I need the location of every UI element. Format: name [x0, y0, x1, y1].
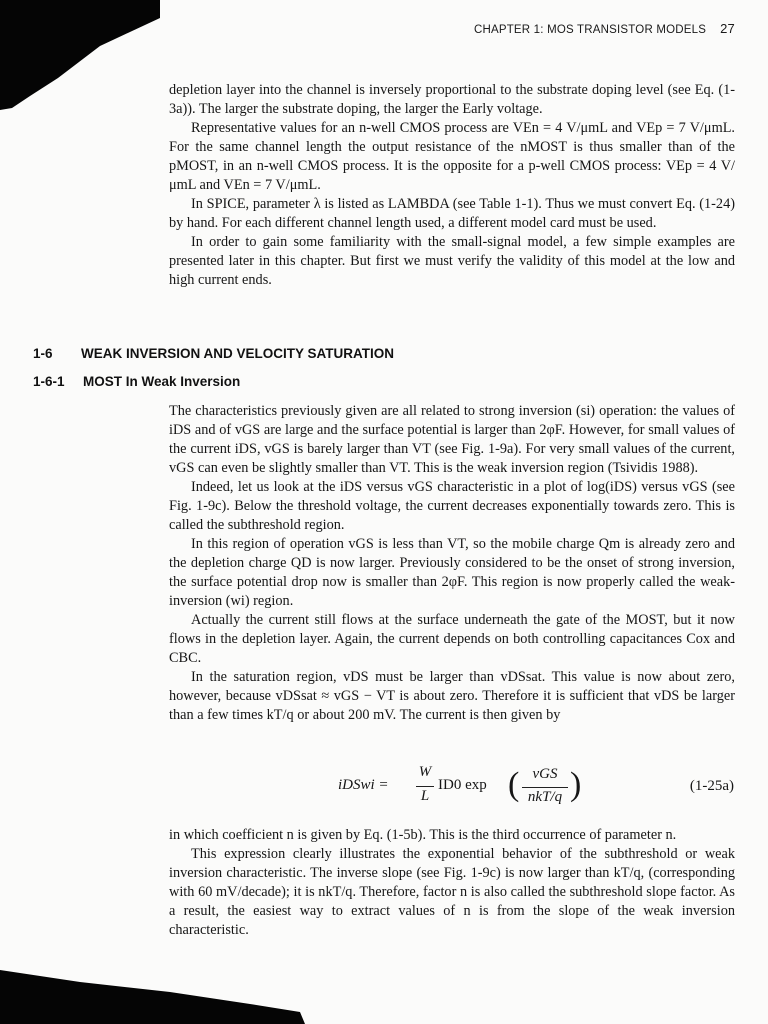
- fraction-denominator: nkT/q: [527, 789, 563, 805]
- page-number: 27: [720, 21, 735, 36]
- paragraph: Actually the current still flows at the surface underneath the gate of the MOST, but it now flows in the depletion layer. Again, the current depends on both controlling capacitances Cox and CBC.: [169, 612, 735, 666]
- fraction-numerator: W: [418, 764, 432, 780]
- equation-middle: ID0 exp: [438, 777, 487, 793]
- paragraph: This expression clearly illustrates the exponential behavior of the subthreshold or weak inversion characteristic. The inverse slope (see Fig. 1-9c) is now larger than kT/q, (corresponding with 60 mV/decade); it is nkT/q. Therefore, factor n is also called the subthreshold slope factor. As a result, the easiest way to extract values of n is from the slope of the weak inversion characteristic.: [169, 846, 735, 938]
- paragraph: In SPICE, parameter λ is listed as LAMBDA (see Table 1-1). Thus we must convert Eq. (1-24) by hand. For each different channel length used, a different model card must be used.: [169, 196, 735, 231]
- fraction-bar: [416, 786, 434, 787]
- paragraph: Representative values for an n-well CMOS process are VEn = 4 V/μmL and VEp = 7 V/μmL. For the same channel length the output resistance of the nMOST is thus smaller than of the pMOST, in an n-well CMOS process. It is the opposite for a p-well CMOS process: VEp = 4 V/μmL and VEn = 7 V/μmL.: [169, 120, 735, 193]
- paragraph: Indeed, let us look at the iDS versus vGS characteristic in a plot of log(iDS) versus vGS (see Fig. 1-9c). Below the threshold voltage, the current decreases exponentially towards zero. This is called the subthreshold region.: [169, 479, 735, 533]
- paragraph: In the saturation region, vDS must be larger than vDSsat. This value is now about zero, however, because vDSsat ≈ vGS − VT is about zero. Therefore it is sufficient that vDS be larger than a few times kT/q or about 200 mV. The current is then given by: [169, 669, 735, 723]
- running-title: CHAPTER 1: MOS TRANSISTOR MODELS: [473, 24, 707, 36]
- paragraph: In this region of operation vGS is less than VT, so the mobile charge Qm is already zero and the depletion charge QD is now larger. Previously considered to be the onset of strong inversion, the surface potential drop now is smaller than 2φF. This region is now properly called the weak-inversion (wi) region.: [169, 536, 735, 609]
- scan-shadow-bottom: [0, 952, 330, 1024]
- left-paren: (: [508, 766, 520, 803]
- paragraph: In order to gain some familiarity with the small-signal model, a few simple examples are presented later in this chapter. But first we must verify the validity of this model at the low and high current ends.: [169, 234, 735, 288]
- equation-number: (1-25a): [689, 778, 734, 794]
- right-paren: ): [570, 766, 582, 803]
- top-text-block: [169, 81, 735, 290]
- paragraph: in which coefficient n is given by Eq. (1-5b). This is the third occurrence of parameter n.: [169, 827, 677, 843]
- fraction-bar: [522, 787, 568, 788]
- section-heading: [33, 346, 394, 361]
- equation-lhs: iDSwi =: [338, 777, 389, 793]
- paragraph: The characteristics previously given are all related to strong inversion (si) operation: the values of iDS and of vGS are large and the surface potential is larger than 2φF. However, for small values of the current iDS, vGS is barely larger than VT (see Fig. 1-9a). For very small values of the current, vGS can even be slightly smaller than VT. This is the weak inversion region (Tsividis 1988).: [169, 403, 735, 476]
- fraction-denominator: L: [420, 788, 430, 804]
- closing-text-block: [169, 826, 735, 940]
- section-number: 1-6: [33, 346, 53, 361]
- subsection-title: MOST In Weak Inversion: [83, 374, 241, 389]
- scan-shadow-top: [0, 0, 190, 110]
- paragraph: depletion layer into the channel is inversely proportional to the substrate doping level (see Eq. (1-3a)). The larger the substrate doping, the larger the Early voltage.: [169, 82, 735, 117]
- fraction-numerator: vGS: [532, 766, 558, 782]
- subsection-number: 1-6-1: [33, 374, 65, 389]
- equation-1-25a: [330, 764, 740, 812]
- subsection-heading: [33, 374, 240, 389]
- running-header: [474, 21, 735, 36]
- body-text-block: [169, 402, 735, 725]
- section-title: WEAK INVERSION AND VELOCITY SATURATION: [81, 346, 395, 361]
